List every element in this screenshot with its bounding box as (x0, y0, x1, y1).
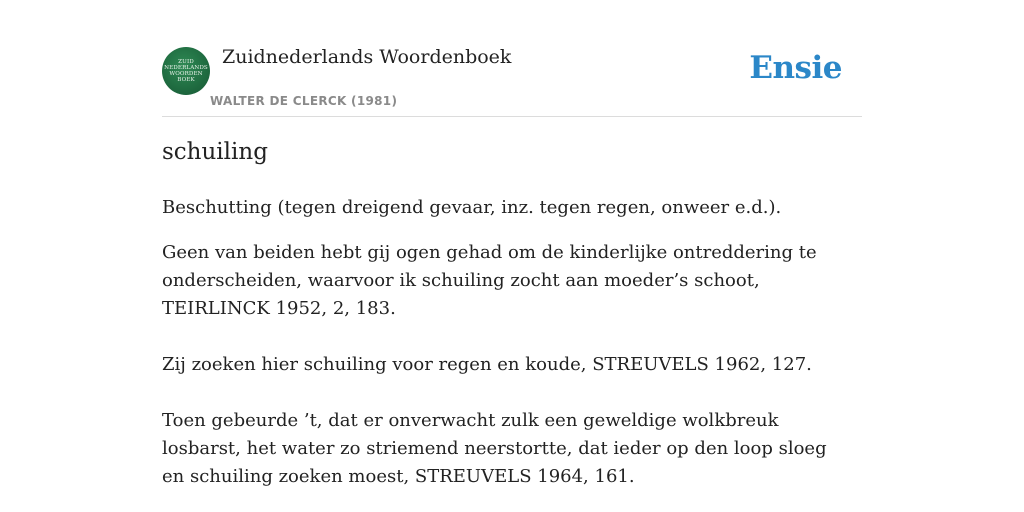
brand-logo[interactable]: Ensie (749, 50, 842, 86)
example-quote: Geen van beiden hebt gij ogen gehad om de kinderlijke ontreddering te onderscheiden, waarvoor ik schuiling zocht aan moeder’s schoot, TEIRLINCK 1952, 2, 183. (162, 242, 817, 319)
logo-line: WOORDEN (169, 71, 203, 77)
logo-line: ZUID (178, 59, 194, 65)
examples-list (162, 239, 852, 512)
example-quote: Zij zoeken hier schuiling voor regen en koude, STREUVELS 1962, 127. (162, 354, 812, 375)
logo-line: NEDERLANDS (164, 65, 208, 71)
example-quote: Toen gebeurde ’t, dat er onverwacht zulk een geweldige wolkbreuk losbarst, het water zo striemend neerstortte, dat ieder op den loop sloeg en schuiling zoeken moest, STREUVELS 1964, 161. (162, 410, 827, 487)
dictionary-title[interactable]: Zuidnederlands Woordenboek (222, 46, 512, 68)
logo-line: BOEK (177, 77, 195, 83)
definition: Beschutting (tegen dreigend gevaar, inz. tegen regen, onweer e.d.). (162, 197, 782, 218)
dictionary-header (162, 44, 862, 117)
dictionary-author: WALTER DE CLERCK (1981) (210, 94, 398, 108)
dictionary-logo[interactable] (162, 47, 210, 95)
headword: schuiling (162, 139, 268, 165)
